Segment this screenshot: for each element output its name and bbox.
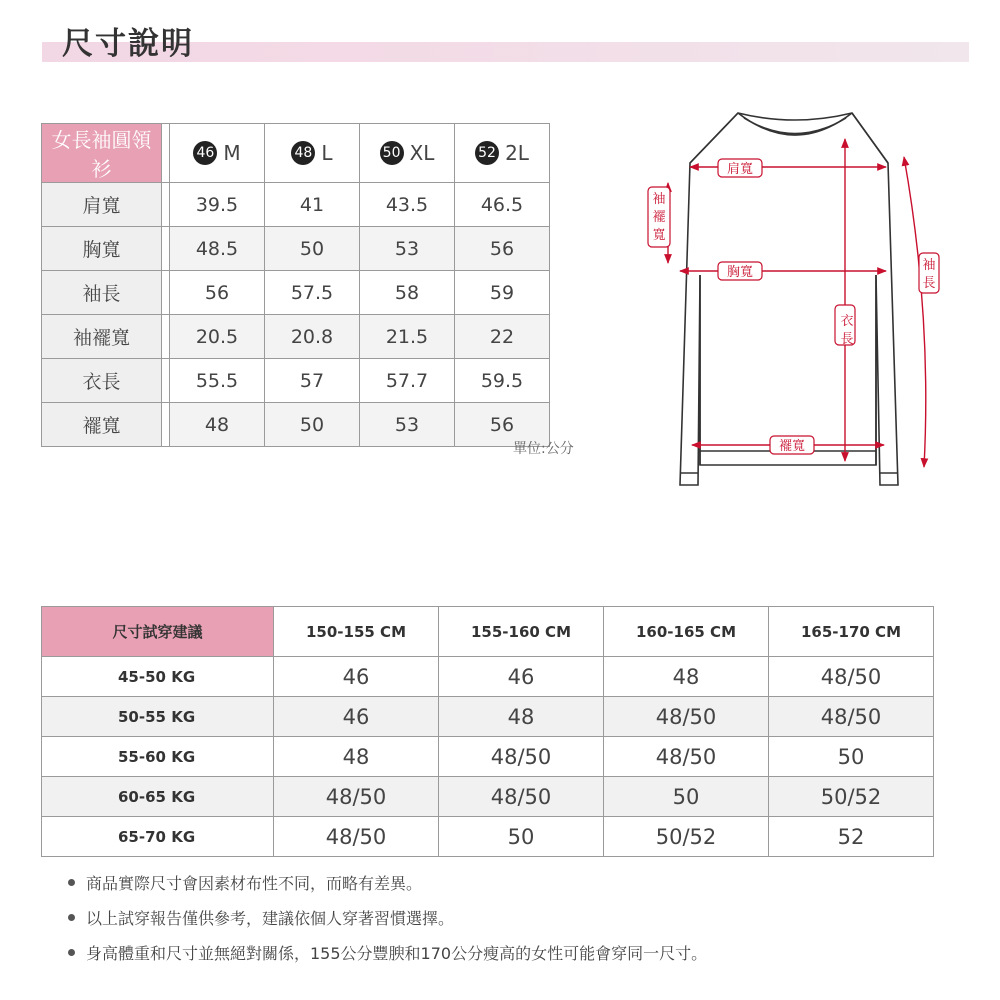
size-table-header-label: 女長袖圓領衫	[42, 124, 162, 183]
sleeve-label: 袖長	[922, 258, 936, 291]
list-item: 商品實際尺寸會因素材布性不同，而略有差異。	[68, 866, 707, 901]
list-item: 身高體重和尺寸並無絕對關係，155公分豐腴和170公分瘦高的女性可能會穿同一尺寸。	[68, 936, 707, 971]
table-row: 65-70 KG 48/50 50 50/52 52	[42, 817, 934, 857]
list-item: 以上試穿報告僅供參考，建議依個人穿著習慣選擇。	[68, 901, 707, 936]
table-row: 肩寬 39.5 41 43.5 46.5	[42, 183, 550, 227]
table-row: 胸寬 48.5 50 53 56	[42, 227, 550, 271]
table-row: 60-65 KG 48/50 48/50 50 50/52	[42, 777, 934, 817]
cuff-label: 袖襬寬	[652, 192, 666, 243]
notes-list	[68, 866, 707, 971]
table-row: 衣長 55.5 57 57.7 59.5	[42, 359, 550, 403]
table-row: 55-60 KG 48 48/50 48/50 50	[42, 737, 934, 777]
size-col-l: 48 L	[265, 124, 360, 183]
table-row: 袖長 56 57.5 58 59	[42, 271, 550, 315]
fit-table-header-label: 尺寸試穿建議	[42, 607, 274, 657]
table-row: 45-50 KG 46 46 48 48/50	[42, 657, 934, 697]
bullet-icon	[68, 914, 75, 921]
length-label: 衣長	[837, 313, 853, 345]
size-col-xl: 50 XL	[360, 124, 455, 183]
hem-label: 襬寬	[778, 439, 806, 454]
bullet-icon	[68, 879, 75, 886]
fit-recommendation-table	[41, 606, 934, 857]
size-col-2l: 52 2L	[455, 124, 550, 183]
unit-label: 單位:公分	[513, 441, 574, 457]
table-row: 50-55 KG 46 48 48/50 48/50	[42, 697, 934, 737]
size-header-row	[42, 124, 550, 183]
shoulder-label: 肩寬	[726, 162, 754, 177]
garment-diagram	[640, 95, 940, 495]
size-col-m: 46 M	[170, 124, 265, 183]
table-row: 袖襬寬 20.5 20.8 21.5 22	[42, 315, 550, 359]
table-row: 襬寬 48 50 53 56	[42, 403, 550, 447]
fit-header-row: 尺寸試穿建議 150-155 CM 155-160 CM 160-165 CM 165-170 CM	[42, 607, 934, 657]
size-chart-table	[41, 123, 550, 447]
chest-label: 胸寬	[726, 265, 754, 280]
page-title: 尺寸說明	[62, 26, 194, 62]
bullet-icon	[68, 949, 75, 956]
